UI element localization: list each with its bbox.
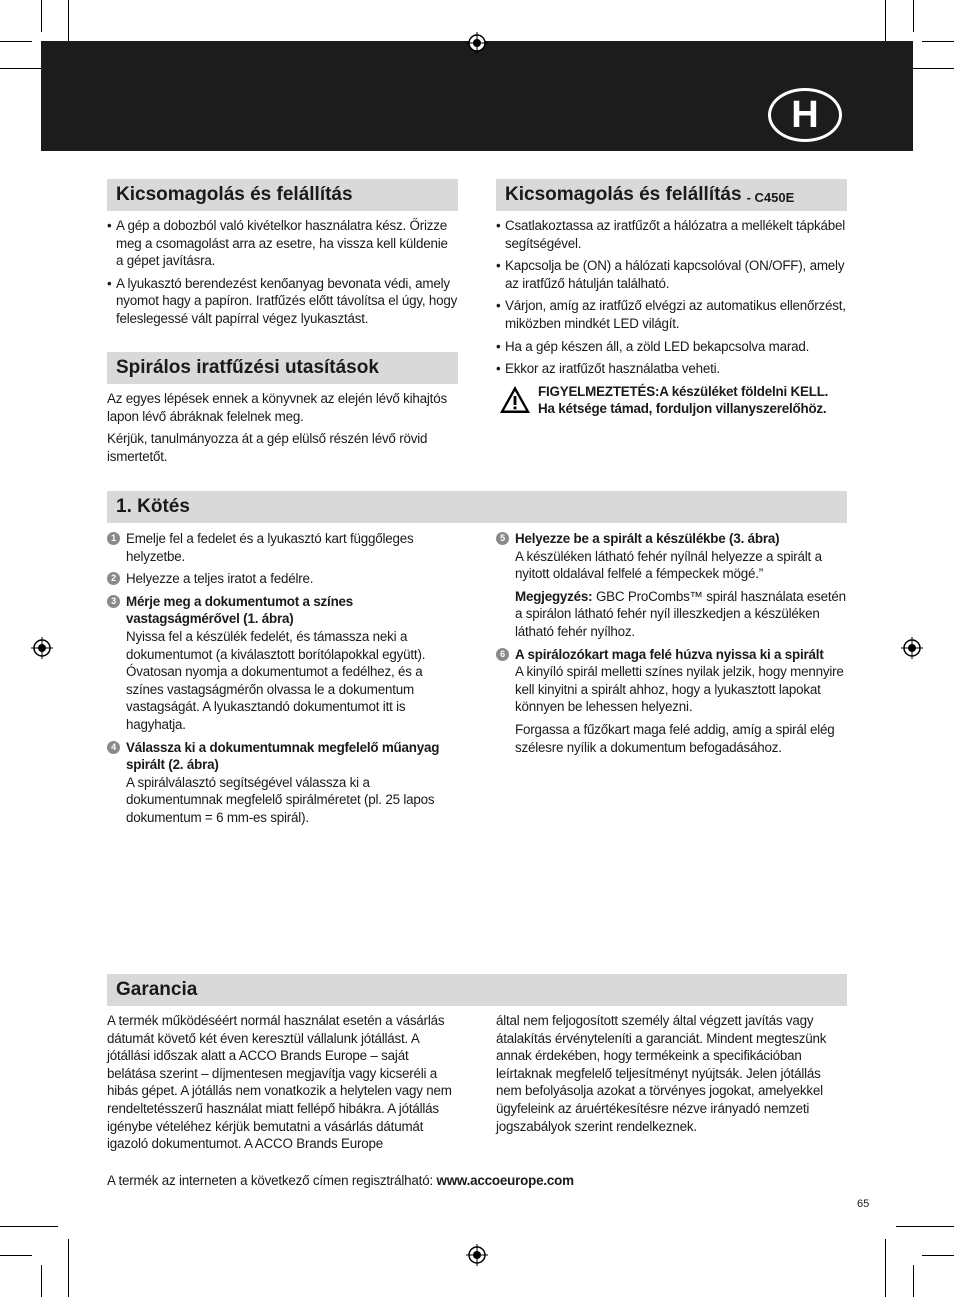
binding-step — [107, 570, 459, 588]
step-text: A spirálválasztó segítségével válassza ki a dokumentumnak megfelelő spirálméretet (pl. 25 lapos dokumentum = 6 mm-es spirál). — [126, 774, 435, 825]
binding-step — [496, 530, 849, 641]
binding-steps-left — [107, 530, 459, 832]
step-note — [515, 588, 849, 641]
step-heading: Mérje meg a dokumentumot a színes vastagságmérővel (1. ábra) — [126, 593, 354, 627]
crop-mark — [913, 1265, 914, 1297]
step-number: 5 — [496, 532, 509, 545]
note-text: GBC ProCombs™ spirál használata esetén a spirálon látható fehér nyíl illeszkedjen a készüléken látható fehér nyílhoz. — [515, 588, 846, 639]
registration-link[interactable]: www.accoeurope.com — [436, 1173, 574, 1188]
binding-step — [107, 593, 459, 734]
page-number: 65 — [857, 1198, 870, 1210]
step-heading: Helyezze be a spirált a készülékbe (3. ábra) — [515, 531, 780, 546]
section-heading-binding — [107, 491, 847, 523]
warning-block — [496, 383, 848, 418]
binding-step — [107, 530, 459, 565]
step-number: 4 — [107, 741, 120, 754]
registration-mark-icon — [901, 637, 923, 659]
list-item: • Ekkor az iratfűzőt használatba veheti. — [496, 360, 848, 378]
paragraph: Az egyes lépések ennek a könyvnek az elején lévő kihajtós lapon lévő ábráknak felelnek meg. — [107, 391, 447, 424]
list-item: • A lyukasztó berendezést kenőanyag bevonata védi, amely nyomot hagy a papíron. Iratfűzés előtt távolítsa el úgy, hogy feleslegessé vált papírral végez lyukasztást. — [107, 275, 458, 328]
list-item: • Csatlakoztassa az iratfűzőt a hálózatra a mellékelt tápkábel segítségével. — [496, 217, 848, 252]
crop-mark — [0, 1255, 32, 1256]
section-title: 1. Kötés — [116, 496, 190, 517]
registration-text: A termék az interneten a következő címen regisztrálható: — [107, 1173, 433, 1188]
step-text: Helyezze a teljes iratot a fedélre. — [126, 571, 314, 587]
binding-step — [496, 646, 849, 757]
step-text: A kinyíló spirál melletti színes nyilak jelzik, hogy mennyire kell kinyitni a spirált ahhoz, hogy a lyukasztott lapokat könnyen be lehessen helyezni. — [515, 664, 844, 715]
registration-mark-icon — [466, 1244, 488, 1266]
crop-mark — [0, 1226, 58, 1227]
section-title: Garancia — [116, 979, 198, 1000]
section-title: Kicsomagolás és felállítás — [116, 184, 353, 205]
step-number: 6 — [496, 648, 509, 661]
registration-line — [107, 1172, 807, 1190]
step-text: Nyissa fel a készülék fedelét, és támassza neki a dokumentumot (a kiválasztott borítólapokkal együtt). Óvatosan nyomja a dokumentumot a fedélhez, és a színes vastagságmérőn olvassa le a dokumentum vastagságát. A lyukasztandó dokumentumot itt is hagyhatja. — [126, 628, 426, 732]
step-text-extra: Forgassa a fűzőkart maga felé addig, amíg a spirál elég szélesre nyílik a dokumentum befogadásához. — [515, 721, 835, 755]
section-title: Spirálos iratfűzési utasítások — [116, 357, 379, 378]
crop-mark — [0, 41, 32, 42]
section-title-suffix: - C450E — [746, 189, 795, 205]
warranty-text-right: által nem feljogosított személy által végzett javítás vagy átalakítás érvényteleníti a garanciát. Mindent megteszünk annak érdekében, hogy termékeink a specifikációban leírtaknak megfelelő teljesítményt nyújtsák. Jelen jótállás nem befolyásolja azokat a törvényes jogokat, amelyekkel ügyfeleink az áruértékesítésre nézve irányadó nemzeti jogszabályok szerint rendelkeznek. — [496, 1013, 827, 1134]
crop-mark — [922, 1255, 954, 1256]
registration-mark-icon — [466, 32, 488, 54]
setup-text — [496, 217, 848, 418]
section-heading-warranty — [107, 974, 847, 1006]
list-item: • Ha a gép készen áll, a zöld LED bekapcsolva marad. — [496, 338, 848, 356]
unpacking-text — [107, 217, 458, 333]
crop-mark — [896, 1226, 954, 1227]
section-heading-unpacking — [107, 179, 458, 211]
step-number: 3 — [107, 595, 120, 608]
note-label: Megjegyzés: — [515, 588, 593, 604]
crop-mark — [41, 1265, 42, 1297]
section-heading-instructions — [107, 352, 458, 384]
step-number: 1 — [107, 532, 120, 545]
crop-mark — [913, 0, 914, 32]
binding-steps-right — [496, 530, 849, 761]
list-item: • Kapcsolja be (ON) a hálózati kapcsolóval (ON/OFF), amely az iratfűző hátulján található. — [496, 257, 848, 292]
language-badge: H — [768, 88, 842, 142]
list-item: • A gép a dobozból való kivételkor használatra kész. Őrizze meg a csomagolást arra az esetre, ha vissza kell küldenie a gépet javításra. — [107, 217, 458, 270]
warranty-text-left: A termék működéséért normál használat esetén a vásárlás dátumát követő két éven keresztül vállalunk jótállást. A jótállási időszak alatt a ACCO Brands Europe – saját belátása szerint – díjmentesen megjavítja vagy kicseréli a hibás gépet. A jótállás nem vonatkozik a helytelen vagy nem rendeltetésszerű használat miatt fellépő hibákra. A jótállás igénybe vételéhez kérjük bemutatni a vásárlás dátumát igazoló dokumentumot. A ACCO Brands Europe — [107, 1013, 452, 1152]
section-heading-unpacking-c450e — [496, 179, 847, 211]
step-number: 2 — [107, 572, 120, 585]
warning-icon — [499, 385, 531, 414]
step-text: A készüléken látható fehér nyílnál helyezze a spirált a nyitott oldalával felfelé a fémpeckek mögé.” — [515, 548, 822, 582]
step-heading: Válassza ki a dokumentumnak megfelelő műanyag spirált (2. ábra) — [126, 739, 440, 773]
crop-mark — [922, 41, 954, 42]
step-text: Emelje fel a fedelet és a lyukasztó kart függőleges helyzetbe. — [126, 531, 414, 564]
warning-text: FIGYELMEZTETÉS:A készüléket földelni KELL. Ha kétsége támad, forduljon villanyszerelőhöz. — [538, 383, 829, 417]
section-title: Kicsomagolás és felállítás — [505, 184, 742, 205]
crop-mark — [41, 0, 42, 32]
list-item: • Várjon, amíg az iratfűző elvégzi az automatikus ellenőrzést, miközben mindkét LED világít. — [496, 297, 848, 332]
step-heading: A spirálozókart maga felé húzva nyissa ki a spirált — [515, 646, 824, 662]
crop-mark — [68, 1239, 69, 1297]
instructions-text — [107, 390, 458, 470]
paragraph: Kérjük, tanulmányozza át a gép elülső részén lévő rövid ismertetőt. — [107, 431, 428, 464]
binding-step — [107, 739, 459, 827]
registration-mark-icon — [31, 637, 53, 659]
crop-mark — [885, 1239, 886, 1297]
